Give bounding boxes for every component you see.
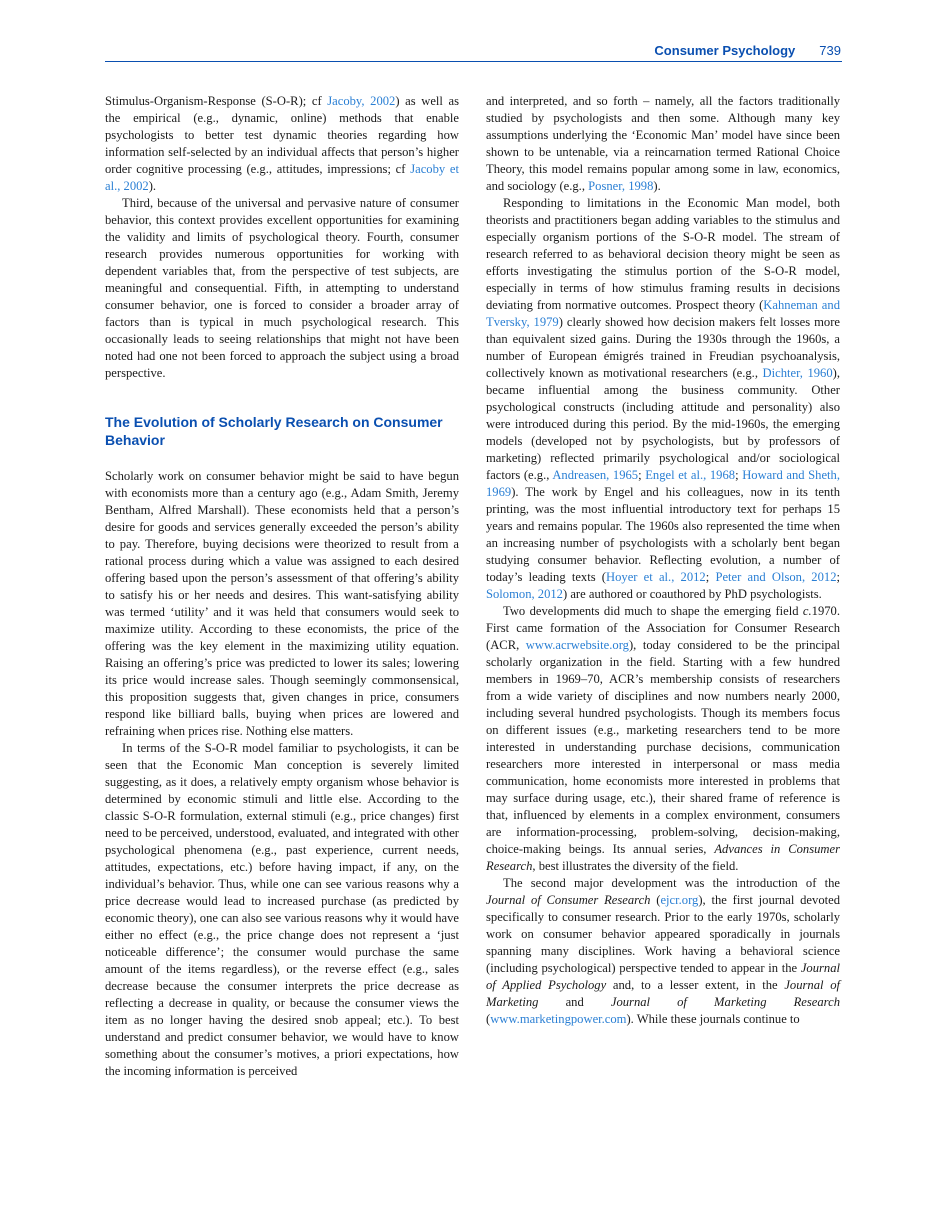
journal-title: Journal of Marketing [486, 978, 841, 1009]
ejcr-link[interactable]: ejcr.org [660, 893, 699, 907]
running-head [654, 43, 841, 58]
citation-link[interactable]: Engel et al., 1968 [645, 468, 736, 482]
right-column [486, 93, 840, 1028]
citation-link[interactable]: Peter and Olson, 2012 [715, 570, 837, 584]
left-paragraph-1: Stimulus-Organism-Response (S-O-R); cf Jacoby, 2002) as well as the empirical (e.g., dynamic, online) methods that enable psychologists to better test dynamic theories regarding how information self-selected by an individual affects that person’s higher order cognitive processing (e.g., attitudes, impressions; cf Jacoby et al., 2002). [105, 94, 459, 193]
citation-link[interactable]: Jacoby et al., 2002 [105, 162, 459, 193]
citation-link[interactable]: Dichter, 1960 [762, 366, 833, 380]
page-number: 739 [819, 43, 841, 58]
right-paragraph-2: Responding to limitations in the Economic Man model, both theorists and practitioners began adding variables to the stimulus and especially organism portions of the S-O-R model. The stream of research referred to as behavioral decision theory might be seen as efforts investigating the stimulus portion of the S-O-R model, especially in terms of how stimulus framing results in decisions deviating from normative outcomes. Prospect theory (Kahneman and Tversky, 1979) clearly showed how decision makers felt losses more than equivalent sized gains. During the 1930s through the 1960s, a number of European émigrés trained in Freudian psychoanalysis, collectively known as motivational researchers (e.g., Dichter, 1960), became influential among the business community. Other psychological constructs (including attitude and personality) also were introduced during this period. By the mid-1960s, the emerging models (developed not by psychologists, but by professors of marketing) reflected primarily psychological and/or sociological factors (e.g., Andreasen, 1965; Engel et al., 1968; Howard and Sheth, 1969). The work by Engel and his colleagues, now in its tenth printing, was the most influential introductory text for perhaps 15 years and remains popular. The 1960s also represented the time when an increasing number of psychologists with a scholarly bent began studying consumer behavior. Reflecting evolution, a number of today’s leading texts (Hoyer et al., 2012; Peter and Olson, 2012; Solomon, 2012) are authored or coauthored by PhD psychologists. [486, 196, 840, 601]
citation-link[interactable]: Posner, 1998 [588, 179, 654, 193]
journal-title: Journal of Consumer Research [486, 893, 651, 907]
citation-link[interactable]: Andreasen, 1965 [552, 468, 639, 482]
left-column [105, 93, 459, 1080]
citation-link[interactable]: Hoyer et al., 2012 [606, 570, 706, 584]
left-paragraph-2: Third, because of the universal and pervasive nature of consumer behavior, this context provides excellent opportunities for examining the validity and limits of psychological theory. Fourth, consumer research provides numerous opportunities for working with dependent variables that, from the perspective of test subjects, are meaningful and consequential. Fifth, in attempting to understand consumer behavior, one is forced to consider a broader array of factors than is typical in much psychological research. This occasionally leads to seeing relationships that might not have been noted had one not been forced to approach the subject using a broad perspective. [105, 196, 459, 380]
journal-title: Journal of Applied Psychology [486, 961, 840, 992]
marketingpower-link[interactable]: www.marketingpower.com [490, 1012, 627, 1026]
left-paragraph-4: In terms of the S-O-R model familiar to psychologists, it can be seen that the Economic Man conception is severely limited suggesting, as it does, a relatively empty organism whose behavior is determined by economic stimuli and little else. According to the classic S-O-R formulation, external stimuli (e.g., price changes) first need to be perceived, understood, evaluated, and integrated with other psychological phenomena (e.g., past experience, current needs, attitudes, expectations, etc.) before having impact, if any, on the individual’s behavior. Thus, while one can see various reasons why a price decrease would lead to increased purchase (as predicted by economic theory), one can also see various reasons why it would have either no effect (e.g., the price change does not represent a ‘just noticeable difference’; the consumer would purchase the same amount of the items regardless), or the reverse effect (e.g., sales decrease because the consumer interprets the price decrease as reflecting a decrease in quality, or because the consumer views the item as no longer having the desired snob appeal; etc.). To best understand and predict consumer behavior, we would have to know something about the consumer’s motives, a priori expectations, how the incoming information is perceived [105, 741, 459, 1078]
right-paragraph-4: The second major development was the introduction of the Journal of Consumer Research (ejcr.org), the first journal devoted specifically to consumer research. Prior to the early 1970s, scholarly work on consumer behavior appeared sporadically in journals spanning many disciplines. Work having a behavioral science (including psychological) perspective tended to appear in the Journal of Applied Psychology and, to a lesser extent, in the Journal of Marketing and Journal of Marketing Research (www.marketingpower.com). While these journals continue to [486, 876, 841, 1026]
citation-link[interactable]: Solomon, 2012 [486, 587, 563, 601]
header-rule [105, 61, 842, 62]
citation-link[interactable]: Jacoby, 2002 [327, 94, 396, 108]
left-paragraph-3: Scholarly work on consumer behavior might be said to have begun with economists more than a century ago (e.g., Adam Smith, Jeremy Bentham, Alfred Marshall). These economists held that a person’s desire for goods and services generally exceeded the person’s ability to pay. Therefore, buying decisions were theorized to result from a rational process during which a value was assigned to each desired offering based upon the person’s assessment of that offering’s ability to satisfy his or her needs and desires. This want-satisfying ability was termed ‘utility’ and it was held that consumers would seek to maximize utility. According to these economists, the price of the offering was the key element in the maximizing utility equation. Raising an offering’s price was predicted to lower its sales; lowering its price would increase sales. Though seemingly commonsensical, this proposition suggests that, given changes in price, consumers respond like billiard balls, buying when prices are lowered and refraining when prices rise. Nothing else matters. [105, 469, 459, 738]
citation-link[interactable]: Howard and Sheth, 1969 [486, 468, 840, 499]
citation-link[interactable]: Kahneman and Tversky, 1979 [486, 298, 840, 329]
series-title: Advances in Consumer Research [486, 842, 840, 873]
section-heading: The Evolution of Scholarly Research on Consumer Behavior [105, 414, 443, 448]
journal-title: Journal of Marketing Research [610, 995, 840, 1009]
acr-website-link[interactable]: www.acrwebsite.org [525, 638, 629, 652]
running-title: Consumer Psychology [654, 43, 796, 58]
right-paragraph-3: Two developments did much to shape the emerging field c.1970. First came formation of the Association for Consumer Research (ACR, www.acrwebsite.org), today considered to be the principal scholarly organization in the field. Starting with a few hundred members in 1969–70, ACR’s membership consists of researchers from a wide variety of disciplines and now numbers nearly 2000, including several hundred psychologists. Though its members focus on different issues (e.g., marketing researchers tend to be more interested in understanding purchase decisions, communication researchers more interested in interpersonal or mass media communication, home economists more interested in problems that may surface during usage, etc.), their shared frame of reference is that, influenced by elements in a complex environment, consumers are information-processing, problem-solving, decision-making, choice-making beings. Its annual series, Advances in Consumer Research, best illustrates the diversity of the field. [486, 604, 840, 873]
right-paragraph-1: and interpreted, and so forth – namely, all the factors traditionally studied by psychologists and then some. Although many key assumptions underlying the ‘Economic Man’ model have since been shown to be untenable, via a reincarnation termed Rational Choice Theory, this model remains popular among some in law, economics, and sociology (e.g., Posner, 1998). [486, 94, 840, 193]
